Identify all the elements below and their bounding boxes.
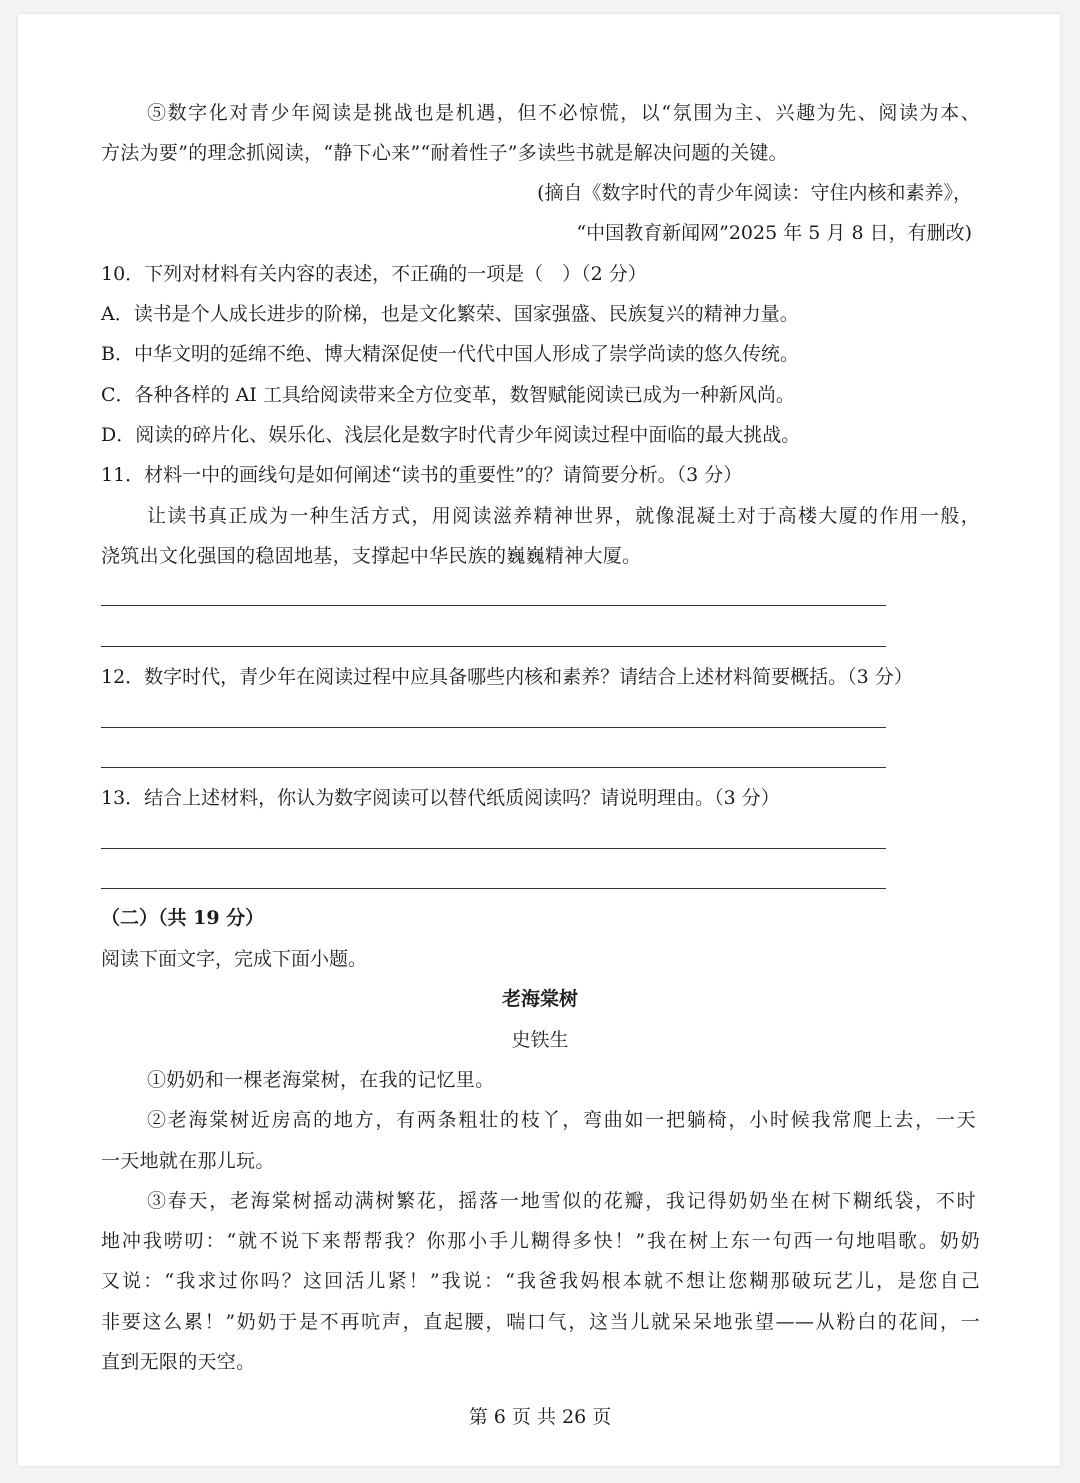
- q10-option-c: C．各种各样的 AI 工具给阅读带来全方位变革，数智赋能阅读已成为一种新风尚。: [101, 384, 795, 406]
- q10-option-d: D．阅读的碎片化、娱乐化、浅层化是数字时代青少年阅读过程中面临的最大挑战。: [101, 424, 801, 446]
- passage-para2-line2: 一天地就在那儿玩。: [101, 1150, 275, 1172]
- passage-para2-line1: ②老海棠树近房高的地方，有两条粗壮的枝丫，弯曲如一把躺椅，小时候我常爬上去，一天: [147, 1109, 976, 1131]
- passage-title: 老海棠树: [501, 988, 578, 1010]
- q13-answer-line-1[interactable]: [101, 848, 886, 849]
- q12-answer-line-2[interactable]: [101, 767, 886, 768]
- q12-stem: 12．数字时代，青少年在阅读过程中应具备哪些内核和素养？请结合上述材料简要概括。（3 分）: [101, 666, 913, 688]
- q11-answer-line-1[interactable]: [101, 605, 886, 606]
- passage-para3-line1: ③春天，老海棠树摇动满树繁花，摇落一地雪似的花瓣，我记得奶奶坐在树下糊纸袋，不时: [147, 1190, 976, 1212]
- passage-para3-line3: 又说：“我求过你吗？这回活儿紧！”我说：“我爸我妈根本就不想让您糊那破玩艺儿，是您自己: [101, 1270, 980, 1292]
- passage-para1: ①奶奶和一棵老海棠树，在我的记忆里。: [147, 1069, 495, 1091]
- q10-option-a: A．读书是个人成长进步的阶梯，也是文化繁荣、国家强盛、民族复兴的精神力量。: [101, 303, 799, 325]
- material-para5-line1: ⑤数字化对青少年阅读是挑战也是机遇，但不必惊慌，以“氛围为主、兴趣为先、阅读为本、: [147, 102, 980, 124]
- source-line2: “中国教育新闻网”2025 年 5 月 8 日，有删改): [576, 222, 972, 244]
- source-line1: (摘自《数字时代的青少年阅读：守住内核和素养》，: [537, 182, 972, 204]
- q11-stem: 11．材料一中的画线句是如何阐述“读书的重要性”的？请简要分析。（3 分）: [101, 464, 743, 486]
- passage-author: 史铁生: [511, 1029, 569, 1051]
- q11-quote-line2: 浇筑出文化强国的稳固地基，支撑起中华民族的巍巍精神大厦。: [101, 545, 642, 567]
- section2-instruction: 阅读下面文字，完成下面小题。: [101, 948, 368, 970]
- passage-para3-line5: 直到无限的天空。: [101, 1351, 256, 1373]
- q13-answer-line-2[interactable]: [101, 888, 886, 889]
- passage-para3-line2: 地冲我唠叨：“就不说下来帮帮我？你那小手儿糊得多快！”我在树上东一句西一句地唱歌。奶奶: [101, 1230, 980, 1252]
- passage-para3-line4: 非要这么累！”奶奶于是不再吭声，直起腰，喘口气，这当儿就呆呆地张望——从粉白的花间，一: [101, 1311, 980, 1333]
- q12-answer-line-1[interactable]: [101, 727, 886, 728]
- q10-stem: 10．下列对材料有关内容的表述，不正确的一项是（ ）（2 分）: [101, 263, 647, 285]
- q13-stem: 13．结合上述材料，你认为数字阅读可以替代纸质阅读吗？请说明理由。（3 分）: [101, 787, 780, 809]
- q11-answer-line-2[interactable]: [101, 646, 886, 647]
- material-para5-line2: 方法为要”的理念抓阅读，“静下心来”“耐着性子”多读些书就是解决问题的关键。: [101, 142, 788, 164]
- q11-quote-line1: 让读书真正成为一种生活方式，用阅读滋养精神世界，就像混凝土对于高楼大厦的作用一般，: [147, 505, 980, 527]
- page-number: 第 6 页 共 26 页: [468, 1406, 612, 1428]
- q10-option-b: B．中华文明的延绵不绝、博大精深促使一代代中国人形成了崇学尚读的悠久传统。: [101, 343, 799, 365]
- section2-heading: （二）（共 19 分）: [101, 907, 265, 929]
